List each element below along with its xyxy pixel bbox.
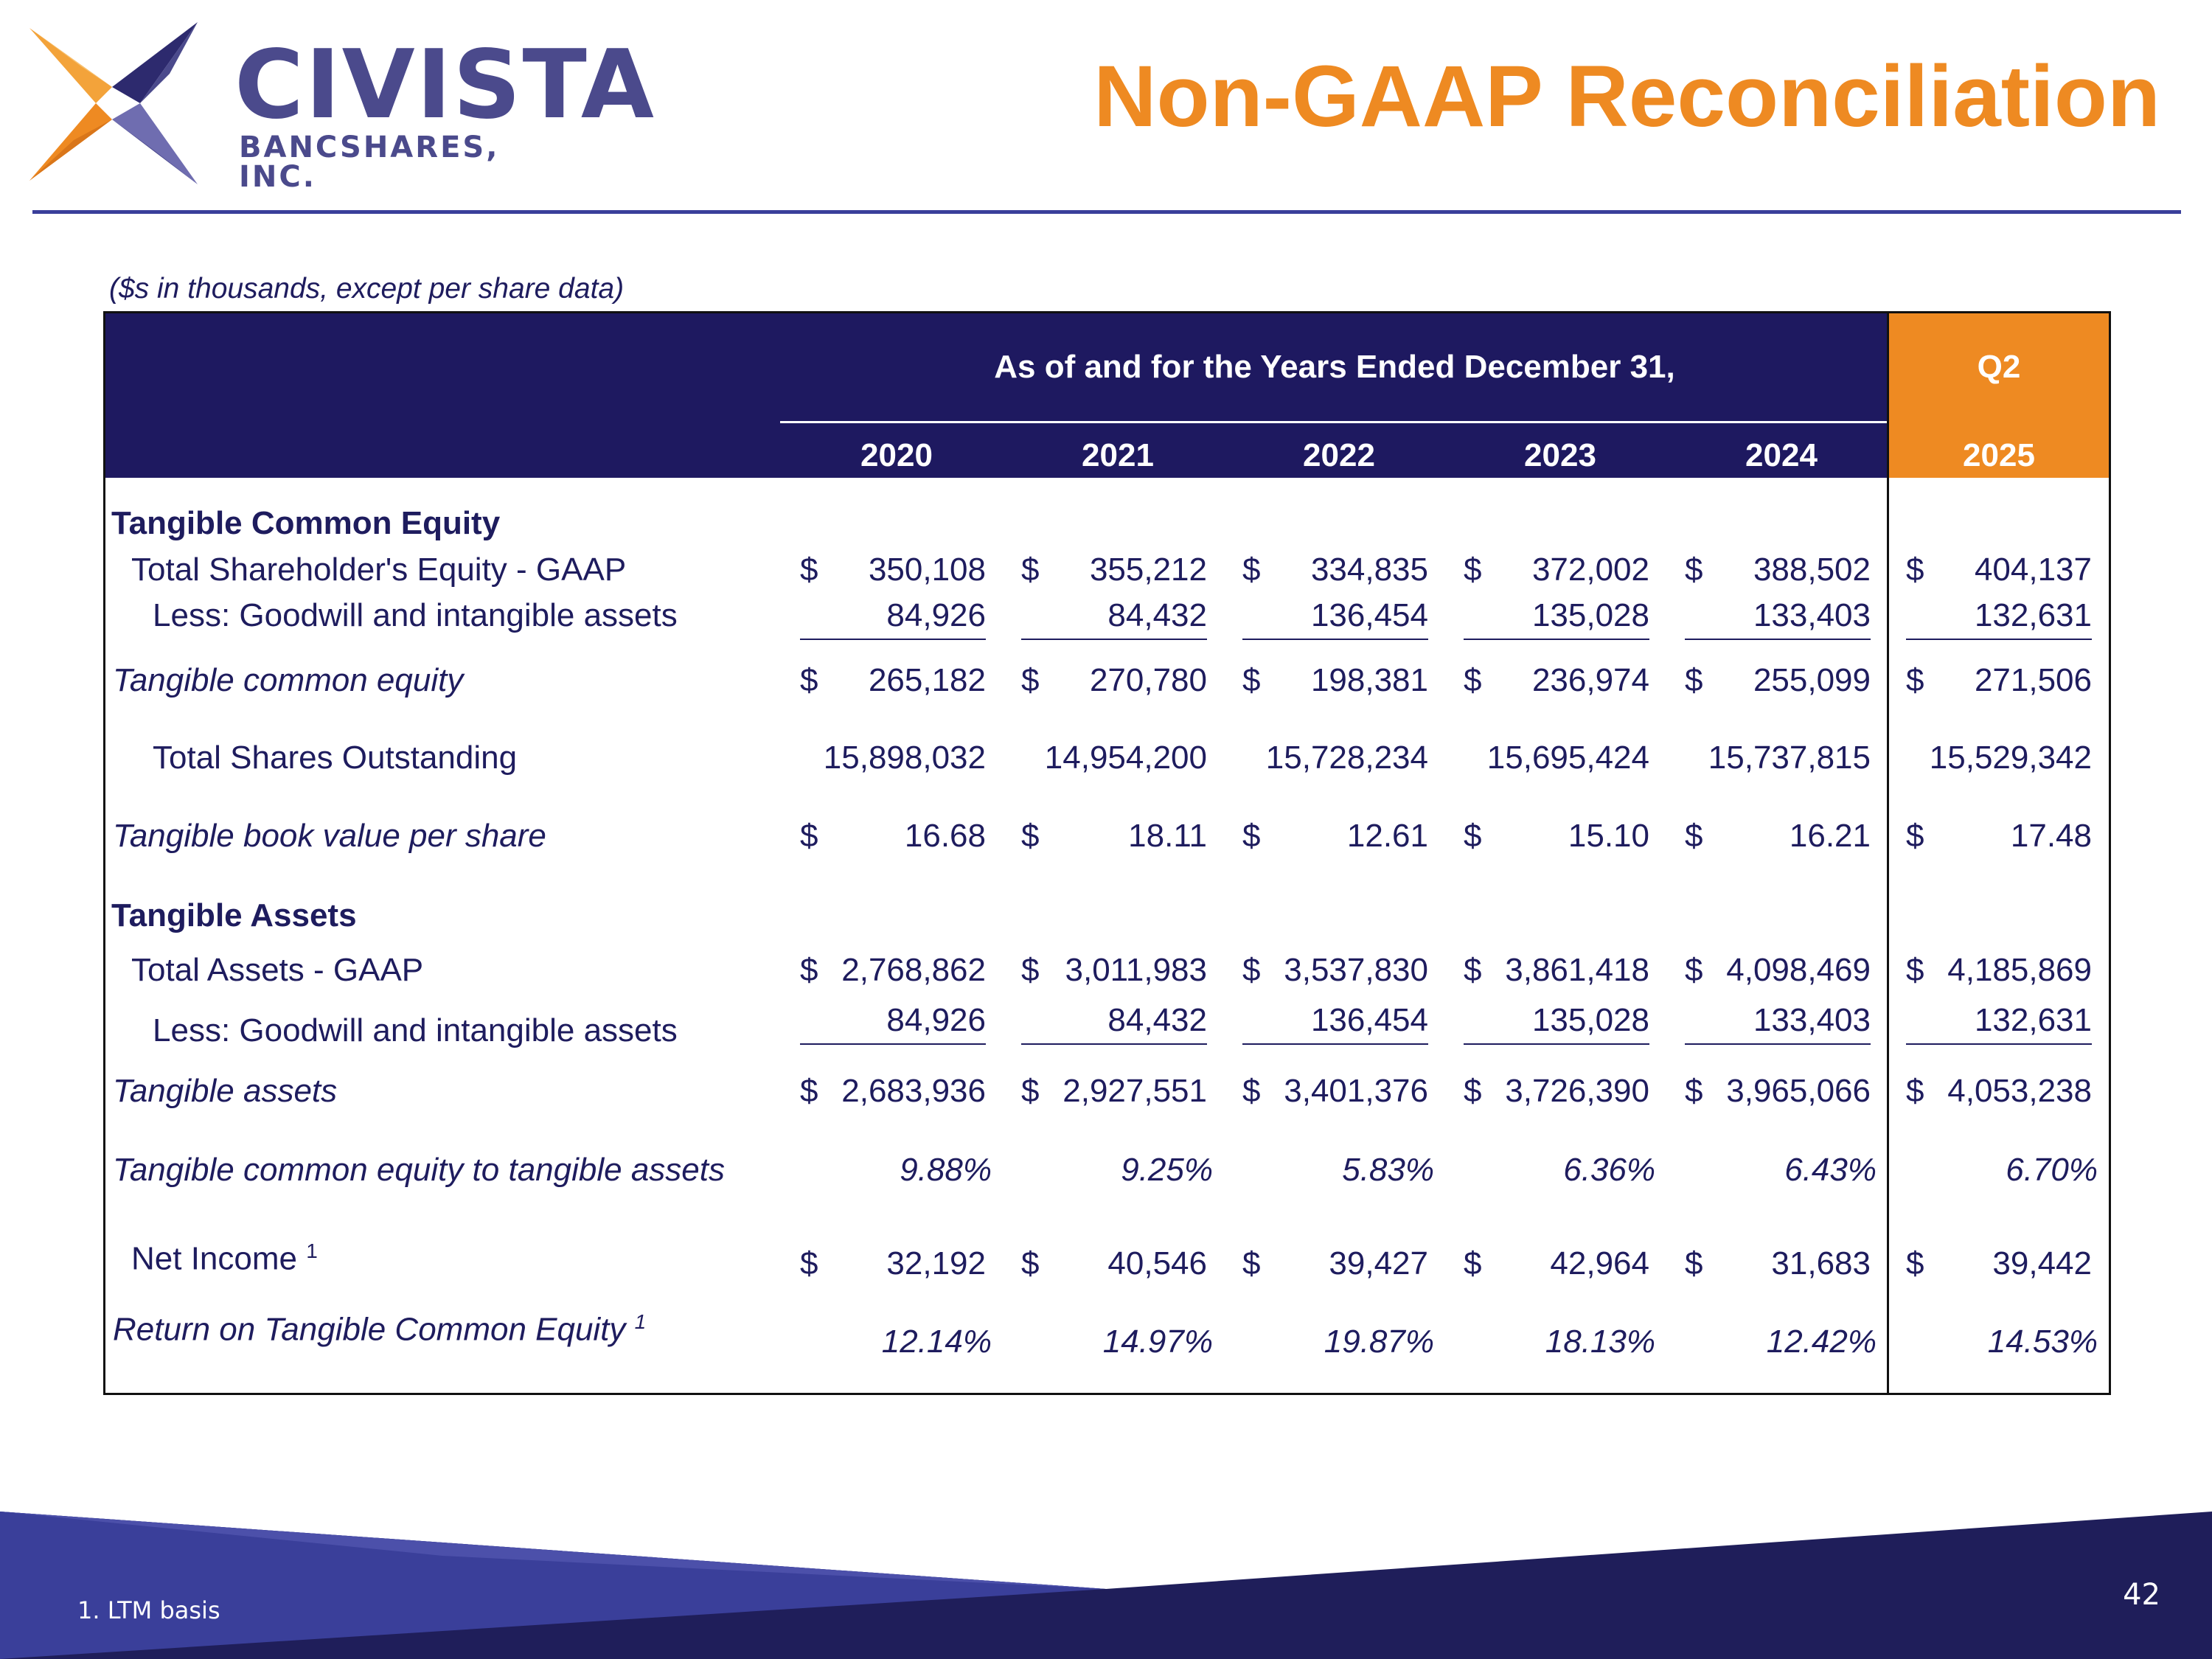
cell-value: 350,108 xyxy=(868,552,986,588)
currency-symbol: $ xyxy=(800,952,818,988)
currency-symbol: $ xyxy=(1021,662,1040,698)
currency-symbol: $ xyxy=(1906,552,1924,588)
year-header-2024: 2024 xyxy=(1745,437,1818,473)
cell-shares-2020 xyxy=(800,740,986,781)
header-quarter-label: Q2 xyxy=(1977,349,2021,385)
cell-shares-2022 xyxy=(1242,740,1428,781)
cell-tce-ratio-2024 xyxy=(1685,1152,1877,1193)
footnote-marker: 1 xyxy=(634,1310,647,1333)
cell-value: 42,964 xyxy=(1550,1245,1649,1281)
cell-goodwill-1-2020 xyxy=(800,597,986,640)
cell-tce-ratio-2020 xyxy=(800,1152,992,1193)
cell-value: 12.14% xyxy=(881,1324,992,1360)
cell-value: 16.21 xyxy=(1789,818,1871,854)
cell-tbvps-2022 xyxy=(1242,818,1428,859)
cell-value: 4,098,469 xyxy=(1726,952,1871,988)
cell-total-assets-2022 xyxy=(1242,952,1428,993)
cell-value: 198,381 xyxy=(1310,662,1428,698)
cell-net-income-2022 xyxy=(1242,1245,1428,1287)
cell-value: 4,053,238 xyxy=(1947,1073,2092,1109)
currency-symbol: $ xyxy=(800,818,818,854)
cell-net-income-2021 xyxy=(1021,1245,1207,1287)
cell-value: 84,432 xyxy=(1107,597,1207,633)
row-label-rotce: Return on Tangible Common Equity $^1$ xyxy=(113,1310,647,1348)
row-label-goodwill: Less: Goodwill and intangible assets xyxy=(153,597,678,633)
cell-value: 271,506 xyxy=(1974,662,2092,698)
cell-goodwill-2-2023 xyxy=(1464,1002,1649,1045)
cell-value: 3,965,066 xyxy=(1726,1073,1871,1109)
currency-symbol: $ xyxy=(1685,1245,1703,1281)
cell-value: 132,631 xyxy=(1974,1002,2092,1038)
row-label-tangible-common-equity: Tangible common equity xyxy=(113,662,464,698)
cell-tce-ratio-2023 xyxy=(1464,1152,1655,1193)
cell-goodwill-1-2024 xyxy=(1685,597,1871,640)
cell-tangible-common-equity-2023 xyxy=(1464,662,1649,703)
cell-value: 3,861,418 xyxy=(1505,952,1649,988)
cell-rotce-2024 xyxy=(1685,1324,1877,1365)
footnote-text: 1. LTM basis xyxy=(77,1596,220,1624)
row-label-tangible-assets: Tangible assets xyxy=(113,1073,338,1109)
year-header-2022: 2022 xyxy=(1303,437,1375,473)
cell-tangible-assets-2020 xyxy=(800,1073,986,1114)
cell-value: 2,768,862 xyxy=(841,952,986,988)
cell-value: 84,926 xyxy=(886,597,986,633)
currency-symbol: $ xyxy=(800,1245,818,1281)
cell-tce-ratio-2025 xyxy=(1906,1152,2098,1193)
row-label-net-income: Net Income $^1$ xyxy=(131,1239,318,1277)
logo-subtitle: BANCSHARES, INC. xyxy=(239,131,500,194)
cell-value: 236,974 xyxy=(1531,662,1649,698)
units-note: ($s in thousands, except per share data) xyxy=(109,273,625,305)
cell-value: 3,011,983 xyxy=(1065,952,1207,988)
cell-value: 84,926 xyxy=(886,1002,986,1038)
row-label-tce-ratio: Tangible common equity to tangible assets xyxy=(113,1152,725,1188)
cell-value: 355,212 xyxy=(1089,552,1207,588)
cell-shares-2024 xyxy=(1685,740,1871,781)
currency-symbol: $ xyxy=(1021,818,1040,854)
cell-value: 14,954,200 xyxy=(1044,740,1207,776)
cell-value: 132,631 xyxy=(1974,597,2092,633)
row-label-total-equity: Total Shareholder's Equity - GAAP xyxy=(131,552,627,588)
currency-symbol: $ xyxy=(800,662,818,698)
cell-value: 2,927,551 xyxy=(1062,1073,1207,1109)
cell-value: 270,780 xyxy=(1089,662,1207,698)
cell-value: 6.43% xyxy=(1784,1152,1877,1188)
currency-symbol: $ xyxy=(800,1073,818,1109)
cell-goodwill-2-2022 xyxy=(1242,1002,1428,1045)
cell-total-assets-2021 xyxy=(1021,952,1207,993)
cell-total-assets-2023 xyxy=(1464,952,1649,993)
cell-total-equity-2020 xyxy=(800,552,986,593)
currency-symbol: $ xyxy=(1464,1073,1482,1109)
cell-value: 372,002 xyxy=(1531,552,1649,588)
currency-symbol: $ xyxy=(1464,952,1482,988)
cell-tangible-common-equity-2024 xyxy=(1685,662,1871,703)
year-header-2023: 2023 xyxy=(1524,437,1596,473)
cell-value: 14.97% xyxy=(1102,1324,1213,1360)
cell-shares-2025 xyxy=(1906,740,2092,781)
cell-value: 15.10 xyxy=(1568,818,1649,854)
cell-value: 84,432 xyxy=(1107,1002,1207,1038)
cell-value: 12.61 xyxy=(1346,818,1428,854)
cell-value: 135,028 xyxy=(1531,1002,1649,1038)
civista-star-icon xyxy=(29,22,206,184)
quarter-column-divider xyxy=(1887,313,1889,1393)
cell-rotce-2023 xyxy=(1464,1324,1655,1365)
cell-tangible-assets-2022 xyxy=(1242,1073,1428,1114)
currency-symbol: $ xyxy=(1685,552,1703,588)
currency-symbol: $ xyxy=(1685,1073,1703,1109)
cell-value: 3,401,376 xyxy=(1284,1073,1428,1109)
cell-goodwill-1-2022 xyxy=(1242,597,1428,640)
cell-net-income-2025 xyxy=(1906,1245,2092,1287)
cell-total-equity-2022 xyxy=(1242,552,1428,593)
cell-tce-ratio-2021 xyxy=(1021,1152,1213,1193)
cell-value: 19.87% xyxy=(1324,1324,1434,1360)
reconciliation-table xyxy=(103,311,2111,1395)
cell-value: 3,537,830 xyxy=(1284,952,1428,988)
cell-tbvps-2025 xyxy=(1906,818,2092,859)
cell-value: 39,442 xyxy=(1992,1245,2092,1281)
cell-tangible-common-equity-2021 xyxy=(1021,662,1207,703)
cell-rotce-2025 xyxy=(1906,1324,2098,1365)
cell-value: 136,454 xyxy=(1310,597,1428,633)
cell-value: 135,028 xyxy=(1531,597,1649,633)
cell-value: 2,683,936 xyxy=(841,1073,986,1109)
cell-value: 136,454 xyxy=(1310,1002,1428,1038)
cell-tangible-common-equity-2022 xyxy=(1242,662,1428,703)
cell-total-assets-2024 xyxy=(1685,952,1871,993)
cell-value: 40,546 xyxy=(1107,1245,1207,1281)
cell-tangible-common-equity-2020 xyxy=(800,662,986,703)
year-header-2020: 2020 xyxy=(860,437,933,473)
cell-goodwill-2-2024 xyxy=(1685,1002,1871,1045)
currency-symbol: $ xyxy=(1906,952,1924,988)
cell-value: 15,695,424 xyxy=(1486,740,1649,776)
cell-value: 9.25% xyxy=(1121,1152,1213,1188)
currency-symbol: $ xyxy=(1021,1245,1040,1281)
cell-goodwill-1-2023 xyxy=(1464,597,1649,640)
currency-symbol: $ xyxy=(1685,952,1703,988)
cell-net-income-2020 xyxy=(800,1245,986,1287)
header-span-label: As of and for the Years Ended December 31, xyxy=(994,349,1675,385)
currency-symbol: $ xyxy=(800,552,818,588)
row-label-tbvps: Tangible book value per share xyxy=(113,818,546,854)
cell-value: 15,728,234 xyxy=(1265,740,1428,776)
cell-net-income-2024 xyxy=(1685,1245,1871,1287)
currency-symbol: $ xyxy=(1685,662,1703,698)
cell-tangible-assets-2024 xyxy=(1685,1073,1871,1114)
currency-symbol: $ xyxy=(1906,662,1924,698)
cell-value: 388,502 xyxy=(1753,552,1871,588)
cell-value: 404,137 xyxy=(1974,552,2092,588)
cell-value: 6.36% xyxy=(1563,1152,1655,1188)
cell-value: 16.68 xyxy=(904,818,986,854)
cell-value: 12.42% xyxy=(1766,1324,1877,1360)
cell-value: 133,403 xyxy=(1753,597,1871,633)
cell-tce-ratio-2022 xyxy=(1242,1152,1434,1193)
cell-value: 18.13% xyxy=(1545,1324,1655,1360)
cell-tbvps-2020 xyxy=(800,818,986,859)
cell-tbvps-2023 xyxy=(1464,818,1649,859)
logo-wordmark: CIVISTA xyxy=(234,30,655,140)
cell-value: 265,182 xyxy=(868,662,986,698)
year-header-2021: 2021 xyxy=(1082,437,1154,473)
cell-tangible-assets-2023 xyxy=(1464,1073,1649,1114)
cell-value: 17.48 xyxy=(2010,818,2092,854)
title-divider xyxy=(32,210,2181,214)
currency-symbol: $ xyxy=(1464,662,1482,698)
currency-symbol: $ xyxy=(1242,952,1261,988)
cell-value: 6.70% xyxy=(2006,1152,2098,1188)
currency-symbol: $ xyxy=(1906,818,1924,854)
cell-goodwill-2-2020 xyxy=(800,1002,986,1045)
page-title: Non-GAAP Reconciliation xyxy=(1093,48,2160,145)
cell-tangible-assets-2025 xyxy=(1906,1073,2092,1114)
cell-total-assets-2020 xyxy=(800,952,986,993)
page-number: 42 xyxy=(2123,1578,2160,1612)
cell-total-equity-2024 xyxy=(1685,552,1871,593)
cell-total-equity-2025 xyxy=(1906,552,2092,593)
cell-net-income-2023 xyxy=(1464,1245,1649,1287)
currency-symbol: $ xyxy=(1464,818,1482,854)
cell-value: 14.53% xyxy=(1987,1324,2098,1360)
cell-value: 15,898,032 xyxy=(823,740,986,776)
cell-rotce-2020 xyxy=(800,1324,992,1365)
cell-value: 5.83% xyxy=(1342,1152,1434,1188)
cell-tangible-assets-2021 xyxy=(1021,1073,1207,1114)
currency-symbol: $ xyxy=(1242,1245,1261,1281)
cell-goodwill-2-2021 xyxy=(1021,1002,1207,1045)
currency-symbol: $ xyxy=(1685,818,1703,854)
currency-symbol: $ xyxy=(1021,552,1040,588)
civista-logo xyxy=(29,22,655,194)
cell-rotce-2022 xyxy=(1242,1324,1434,1365)
cell-goodwill-1-2025 xyxy=(1906,597,2092,640)
header-underline xyxy=(780,421,1887,423)
currency-symbol: $ xyxy=(1464,552,1482,588)
currency-symbol: $ xyxy=(1906,1073,1924,1109)
row-label-shares-outstanding: Total Shares Outstanding xyxy=(153,740,518,776)
currency-symbol: $ xyxy=(1242,552,1261,588)
cell-total-assets-2025 xyxy=(1906,952,2092,993)
cell-goodwill-1-2021 xyxy=(1021,597,1207,640)
currency-symbol: $ xyxy=(1021,1073,1040,1109)
cell-value: 334,835 xyxy=(1310,552,1428,588)
cell-value: 32,192 xyxy=(886,1245,986,1281)
cell-value: 133,403 xyxy=(1753,1002,1871,1038)
cell-value: 3,726,390 xyxy=(1505,1073,1649,1109)
cell-goodwill-2-2025 xyxy=(1906,1002,2092,1045)
cell-value: 39,427 xyxy=(1329,1245,1428,1281)
footnote-marker: 1 xyxy=(306,1239,318,1262)
row-label-total-assets: Total Assets - GAAP xyxy=(131,952,424,988)
cell-value: 255,099 xyxy=(1753,662,1871,698)
year-header-2025: 2025 xyxy=(1963,437,2035,473)
footer-band xyxy=(0,1512,2212,1659)
cell-tangible-common-equity-2025 xyxy=(1906,662,2092,703)
cell-tbvps-2021 xyxy=(1021,818,1207,859)
cell-shares-2023 xyxy=(1464,740,1649,781)
cell-tbvps-2024 xyxy=(1685,818,1871,859)
cell-value: 9.88% xyxy=(900,1152,992,1188)
cell-value: 15,529,342 xyxy=(1929,740,2092,776)
cell-value: 31,683 xyxy=(1771,1245,1871,1281)
section-tangible-assets: Tangible Assets xyxy=(111,897,357,933)
currency-symbol: $ xyxy=(1464,1245,1482,1281)
section-tangible-common-equity: Tangible Common Equity xyxy=(111,505,501,541)
currency-symbol: $ xyxy=(1906,1245,1924,1281)
currency-symbol: $ xyxy=(1242,1073,1261,1109)
currency-symbol: $ xyxy=(1242,662,1261,698)
cell-value: 18.11 xyxy=(1128,818,1207,854)
currency-symbol: $ xyxy=(1021,952,1040,988)
cell-value: 15,737,815 xyxy=(1708,740,1871,776)
currency-symbol: $ xyxy=(1242,818,1261,854)
row-label-goodwill: Less: Goodwill and intangible assets xyxy=(153,1012,678,1048)
cell-shares-2021 xyxy=(1021,740,1207,781)
cell-total-equity-2021 xyxy=(1021,552,1207,593)
cell-value: 4,185,869 xyxy=(1947,952,2092,988)
cell-total-equity-2023 xyxy=(1464,552,1649,593)
cell-rotce-2021 xyxy=(1021,1324,1213,1365)
